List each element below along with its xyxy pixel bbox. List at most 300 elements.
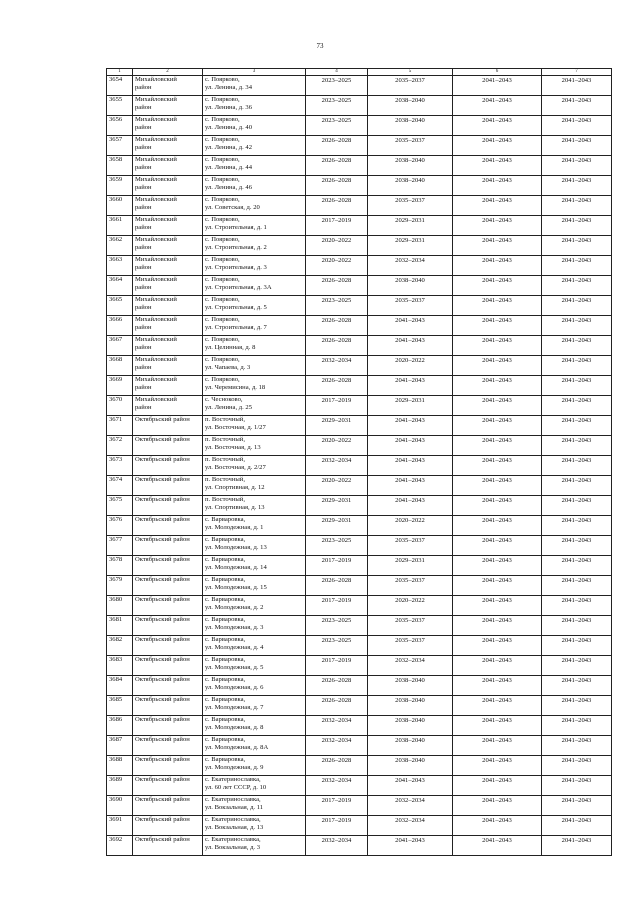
- district-cell: [133, 276, 203, 296]
- district-cell: [133, 736, 203, 756]
- address-line-1: с. Варваровка,: [205, 636, 246, 643]
- table-row: [107, 636, 612, 656]
- address-cell: [203, 276, 306, 296]
- period-col-4: [306, 516, 368, 536]
- address-line-1: с. Поярково,: [205, 216, 240, 223]
- period-value: 2041–2043: [561, 637, 592, 644]
- record-number: 3668: [107, 356, 133, 376]
- period-col-5: [368, 556, 453, 576]
- period-value: 2017–2019: [321, 797, 352, 804]
- period-col-4: [306, 176, 368, 196]
- period-value: 2035–2037: [395, 137, 425, 144]
- period-value: 2026–2028: [321, 337, 352, 344]
- period-col-7: [542, 616, 612, 636]
- address-cell: [203, 456, 306, 476]
- record-number: 3691: [107, 816, 133, 836]
- district-line-1: Михайловский: [135, 136, 177, 143]
- record-number: 3688: [107, 756, 133, 776]
- period-col-6: [453, 136, 542, 156]
- address-cell: [203, 516, 306, 536]
- period-col-7: [542, 156, 612, 176]
- period-value: 2038–2040: [395, 737, 425, 744]
- address-line-2: ул. Молодежная, д. 13: [205, 544, 267, 552]
- record-number: 3682: [107, 636, 133, 656]
- district-line-1: Октябрьский район: [135, 636, 190, 643]
- record-number: 3672: [107, 436, 133, 456]
- period-col-5: [368, 236, 453, 256]
- period-col-7: [542, 556, 612, 576]
- address-line-2: ул. Молодежная, д. 14: [205, 564, 267, 572]
- table-row: [107, 316, 612, 336]
- period-col-4: [306, 136, 368, 156]
- period-value: 2041–2043: [482, 157, 512, 164]
- period-col-7: [542, 76, 612, 96]
- address-cell: [203, 656, 306, 676]
- address-line-1: с. Поярково,: [205, 256, 240, 263]
- district-line-1: Михайловский: [135, 236, 177, 243]
- period-col-7: [542, 276, 612, 296]
- district-cell: [133, 236, 203, 256]
- period-value: 2041–2043: [482, 317, 512, 324]
- address-cell: [203, 316, 306, 336]
- period-col-7: [542, 776, 612, 796]
- period-value: 2041–2043: [561, 237, 592, 244]
- address-line-2: ул. Восточная, д. 2/27: [205, 464, 266, 472]
- record-number: 3657: [107, 136, 133, 156]
- table-row: [107, 296, 612, 316]
- address-line-2: ул. Молодежная, д. 7: [205, 704, 264, 712]
- period-value: 2041–2043: [561, 457, 592, 464]
- period-col-5: [368, 116, 453, 136]
- record-number: 3663: [107, 256, 133, 276]
- table-row: [107, 816, 612, 836]
- period-value: 2026–2028: [321, 697, 352, 704]
- period-col-7: [542, 696, 612, 716]
- address-line-1: с. Поярково,: [205, 336, 240, 343]
- address-cell: [203, 676, 306, 696]
- period-value: 2035–2037: [395, 577, 425, 584]
- address-line-1: п. Восточный,: [205, 496, 245, 503]
- address-line-1: с. Варваровка,: [205, 756, 246, 763]
- district-cell: [133, 816, 203, 836]
- column-header-row: [107, 69, 612, 76]
- period-value: 2041–2043: [561, 297, 592, 304]
- address-line-2: ул. Молодежная, д. 9: [205, 764, 264, 772]
- period-value: 2026–2028: [321, 677, 352, 684]
- address-cell: [203, 556, 306, 576]
- period-value: 2041–2043: [561, 817, 592, 824]
- period-col-7: [542, 796, 612, 816]
- district-line-2: район: [135, 204, 152, 212]
- period-col-7: [542, 656, 612, 676]
- period-col-7: [542, 196, 612, 216]
- district-cell: [133, 116, 203, 136]
- address-cell: [203, 536, 306, 556]
- period-value: 2041–2043: [482, 817, 512, 824]
- period-value: 2041–2043: [482, 337, 512, 344]
- period-col-4: [306, 736, 368, 756]
- address-line-1: с. Поярково,: [205, 136, 240, 143]
- address-line-2: ул. Строительная, д. 1: [205, 224, 267, 232]
- address-line-2: ул. Вокзальная, д. 13: [205, 824, 264, 832]
- period-col-6: [453, 556, 542, 576]
- address-cell: [203, 756, 306, 776]
- period-col-7: [542, 336, 612, 356]
- column-header: 4: [306, 69, 368, 76]
- period-col-7: [542, 476, 612, 496]
- district-line-2: район: [135, 284, 152, 292]
- district-line-1: Октябрьский район: [135, 616, 190, 623]
- period-value: 2038–2040: [395, 97, 425, 104]
- address-line-2: ул. Спортивная, д. 12: [205, 484, 265, 492]
- address-cell: [203, 296, 306, 316]
- period-col-4: [306, 596, 368, 616]
- period-value: 2026–2028: [321, 137, 352, 144]
- period-col-4: [306, 196, 368, 216]
- period-col-7: [542, 636, 612, 656]
- district-line-1: Михайловский: [135, 336, 177, 343]
- period-value: 2041–2043: [482, 77, 512, 84]
- address-line-2: ул. Ленина, д. 25: [205, 404, 253, 412]
- district-line-1: Октябрьский район: [135, 796, 190, 803]
- record-number: 3675: [107, 496, 133, 516]
- district-cell: [133, 696, 203, 716]
- period-col-7: [542, 256, 612, 276]
- period-value: 2029–2031: [321, 517, 352, 524]
- record-number: 3689: [107, 776, 133, 796]
- period-value: 2041–2043: [482, 277, 512, 284]
- period-value: 2041–2043: [482, 137, 512, 144]
- period-col-5: [368, 636, 453, 656]
- period-col-4: [306, 76, 368, 96]
- period-value: 2041–2043: [561, 717, 592, 724]
- period-value: 2020–2022: [395, 357, 425, 364]
- district-line-1: Михайловский: [135, 396, 177, 403]
- table-body: [107, 69, 612, 856]
- record-number: 3664: [107, 276, 133, 296]
- period-value: 2041–2043: [561, 357, 592, 364]
- address-line-1: с. Поярково,: [205, 376, 240, 383]
- period-col-6: [453, 796, 542, 816]
- period-value: 2041–2043: [561, 217, 592, 224]
- table-row: [107, 756, 612, 776]
- period-col-6: [453, 256, 542, 276]
- district-cell: [133, 476, 203, 496]
- table-row: [107, 836, 612, 856]
- address-line-2: ул. Молодежная, д. 5: [205, 664, 264, 672]
- period-col-6: [453, 176, 542, 196]
- period-col-6: [453, 696, 542, 716]
- period-value: 2041–2043: [561, 677, 592, 684]
- address-line-2: ул. 60 лет СССР, д. 10: [205, 784, 267, 792]
- period-value: 2041–2043: [482, 757, 512, 764]
- record-number: 3665: [107, 296, 133, 316]
- record-number: 3669: [107, 376, 133, 396]
- address-line-1: с. Варваровка,: [205, 736, 246, 743]
- period-col-7: [542, 176, 612, 196]
- address-line-2: ул. Ленина, д. 34: [205, 84, 253, 92]
- period-col-7: [542, 96, 612, 116]
- district-line-1: Октябрьский район: [135, 476, 190, 483]
- address-line-1: п. Восточный,: [205, 476, 245, 483]
- period-col-4: [306, 416, 368, 436]
- period-value: 2026–2028: [321, 197, 352, 204]
- address-line-1: с. Варваровка,: [205, 516, 246, 523]
- table-row: [107, 136, 612, 156]
- period-value: 2041–2043: [561, 177, 592, 184]
- address-line-2: ул. Строительная, д. 2: [205, 244, 267, 252]
- district-cell: [133, 636, 203, 656]
- period-col-4: [306, 236, 368, 256]
- period-value: 2020–2022: [395, 517, 425, 524]
- period-value: 2041–2043: [561, 197, 592, 204]
- period-value: 2041–2043: [482, 117, 512, 124]
- district-line-2: район: [135, 84, 152, 92]
- address-line-1: п. Восточный,: [205, 436, 245, 443]
- district-cell: [133, 796, 203, 816]
- period-col-7: [542, 396, 612, 416]
- period-value: 2041–2043: [482, 797, 512, 804]
- district-line-1: Октябрьский район: [135, 436, 190, 443]
- period-value: 2041–2043: [561, 97, 592, 104]
- period-value: 2023–2025: [321, 117, 352, 124]
- address-line-2: ул. Строительная, д. 5: [205, 304, 267, 312]
- district-line-1: Михайловский: [135, 156, 177, 163]
- period-value: 2041–2043: [561, 757, 592, 764]
- period-value: 2026–2028: [321, 577, 352, 584]
- period-col-5: [368, 476, 453, 496]
- district-cell: [133, 256, 203, 276]
- district-line-2: район: [135, 124, 152, 132]
- period-col-5: [368, 496, 453, 516]
- period-value: 2038–2040: [395, 677, 425, 684]
- period-value: 2041–2043: [561, 277, 592, 284]
- address-line-1: с. Варваровка,: [205, 596, 246, 603]
- address-line-1: с. Поярково,: [205, 196, 240, 203]
- period-col-7: [542, 576, 612, 596]
- period-col-6: [453, 336, 542, 356]
- period-value: 2041–2043: [482, 777, 512, 784]
- table-row: [107, 496, 612, 516]
- period-col-6: [453, 816, 542, 836]
- address-cell: [203, 236, 306, 256]
- period-value: 2032–2034: [321, 357, 352, 364]
- period-col-4: [306, 656, 368, 676]
- district-line-2: район: [135, 244, 152, 252]
- period-value: 2032–2034: [395, 257, 425, 264]
- record-number: 3679: [107, 576, 133, 596]
- period-col-4: [306, 636, 368, 656]
- period-value: 2038–2040: [395, 177, 425, 184]
- address-line-1: с. Варваровка,: [205, 536, 246, 543]
- period-col-7: [542, 236, 612, 256]
- record-number: 3677: [107, 536, 133, 556]
- period-value: 2041–2043: [561, 77, 592, 84]
- period-value: 2041–2043: [395, 417, 425, 424]
- district-cell: [133, 376, 203, 396]
- period-value: 2041–2043: [561, 697, 592, 704]
- period-col-4: [306, 816, 368, 836]
- district-line-1: Михайловский: [135, 376, 177, 383]
- period-value: 2038–2040: [395, 757, 425, 764]
- period-value: 2041–2043: [482, 737, 512, 744]
- period-value: 2041–2043: [395, 837, 425, 844]
- period-value: 2041–2043: [482, 397, 512, 404]
- address-line-1: с. Поярково,: [205, 76, 240, 83]
- district-line-1: Михайловский: [135, 316, 177, 323]
- table-row: [107, 336, 612, 356]
- period-value: 2026–2028: [321, 177, 352, 184]
- period-col-6: [453, 616, 542, 636]
- period-value: 2041–2043: [482, 557, 512, 564]
- period-col-5: [368, 816, 453, 836]
- district-line-1: Михайловский: [135, 96, 177, 103]
- period-value: 2035–2037: [395, 637, 425, 644]
- address-line-2: ул. Советская, д. 20: [205, 204, 260, 212]
- district-cell: [133, 156, 203, 176]
- period-col-7: [542, 836, 612, 856]
- table-row: [107, 596, 612, 616]
- period-col-5: [368, 196, 453, 216]
- address-line-1: с. Варваровка,: [205, 576, 246, 583]
- period-col-7: [542, 296, 612, 316]
- period-col-4: [306, 756, 368, 776]
- district-cell: [133, 836, 203, 856]
- period-value: 2041–2043: [482, 617, 512, 624]
- period-value: 2038–2040: [395, 157, 425, 164]
- district-line-2: район: [135, 404, 152, 412]
- period-value: 2026–2028: [321, 317, 352, 324]
- period-col-6: [453, 216, 542, 236]
- period-col-5: [368, 176, 453, 196]
- period-col-7: [542, 316, 612, 336]
- column-header: 3: [203, 69, 306, 76]
- period-value: 2035–2037: [395, 537, 425, 544]
- table-row: [107, 716, 612, 736]
- district-line-1: Михайловский: [135, 116, 177, 123]
- district-line-2: район: [135, 344, 152, 352]
- record-number: 3670: [107, 396, 133, 416]
- record-number: 3687: [107, 736, 133, 756]
- period-col-6: [453, 636, 542, 656]
- period-value: 2041–2043: [561, 557, 592, 564]
- district-cell: [133, 316, 203, 336]
- record-number: 3678: [107, 556, 133, 576]
- page-number: 73: [316, 42, 324, 50]
- address-line-2: ул. Молодежная, д. 15: [205, 584, 267, 592]
- table-row: [107, 156, 612, 176]
- period-col-4: [306, 96, 368, 116]
- table-row: [107, 76, 612, 96]
- address-line-1: с. Варваровка,: [205, 656, 246, 663]
- period-value: 2029–2031: [395, 237, 425, 244]
- table-row: [107, 776, 612, 796]
- period-col-6: [453, 536, 542, 556]
- period-value: 2041–2043: [482, 457, 512, 464]
- address-cell: [203, 76, 306, 96]
- district-cell: [133, 596, 203, 616]
- address-line-1: с. Екатеринославка,: [205, 816, 261, 823]
- period-col-6: [453, 156, 542, 176]
- period-value: 2041–2043: [395, 437, 425, 444]
- address-line-1: с. Поярково,: [205, 116, 240, 123]
- period-col-5: [368, 796, 453, 816]
- record-number: 3674: [107, 476, 133, 496]
- period-value: 2023–2025: [321, 297, 352, 304]
- record-number: 3673: [107, 456, 133, 476]
- address-line-1: с. Варваровка,: [205, 676, 246, 683]
- period-value: 2041–2043: [561, 577, 592, 584]
- period-value: 2041–2043: [482, 477, 512, 484]
- period-col-7: [542, 536, 612, 556]
- period-value: 2041–2043: [482, 197, 512, 204]
- period-value: 2029–2031: [395, 397, 425, 404]
- address-cell: [203, 176, 306, 196]
- record-number: 3655: [107, 96, 133, 116]
- period-col-4: [306, 576, 368, 596]
- table-row: [107, 456, 612, 476]
- period-col-4: [306, 496, 368, 516]
- period-value: 2041–2043: [482, 297, 512, 304]
- period-value: 2041–2043: [482, 637, 512, 644]
- district-line-1: Октябрьский район: [135, 536, 190, 543]
- district-cell: [133, 456, 203, 476]
- period-col-5: [368, 276, 453, 296]
- period-col-6: [453, 416, 542, 436]
- district-line-1: Октябрьский район: [135, 776, 190, 783]
- period-col-5: [368, 396, 453, 416]
- period-value: 2041–2043: [482, 377, 512, 384]
- district-line-1: Октябрьский район: [135, 596, 190, 603]
- district-line-1: Октябрьский район: [135, 716, 190, 723]
- address-line-2: ул. Строительная, д. 3А: [205, 284, 272, 292]
- period-col-4: [306, 296, 368, 316]
- district-cell: [133, 76, 203, 96]
- address-line-1: с. Поярково,: [205, 356, 240, 363]
- period-value: 2041–2043: [561, 157, 592, 164]
- table-row: [107, 796, 612, 816]
- table-row: [107, 476, 612, 496]
- period-col-6: [453, 576, 542, 596]
- address-cell: [203, 156, 306, 176]
- period-value: 2041–2043: [561, 477, 592, 484]
- period-col-4: [306, 676, 368, 696]
- district-line-2: район: [135, 164, 152, 172]
- column-header: 2: [133, 69, 203, 76]
- record-number: 3692: [107, 836, 133, 856]
- district-line-1: Октябрьский район: [135, 696, 190, 703]
- period-value: 2020–2022: [321, 257, 352, 264]
- table-row: [107, 236, 612, 256]
- period-value: 2029–2031: [395, 217, 425, 224]
- period-col-6: [453, 236, 542, 256]
- period-col-5: [368, 676, 453, 696]
- period-value: 2023–2025: [321, 537, 352, 544]
- period-value: 2041–2043: [482, 237, 512, 244]
- period-value: 2041–2043: [395, 317, 425, 324]
- period-value: 2041–2043: [561, 537, 592, 544]
- period-col-5: [368, 736, 453, 756]
- period-col-7: [542, 356, 612, 376]
- address-cell: [203, 116, 306, 136]
- table-row: [107, 256, 612, 276]
- period-col-5: [368, 416, 453, 436]
- table-row: [107, 376, 612, 396]
- address-cell: [203, 636, 306, 656]
- period-value: 2029–2031: [395, 557, 425, 564]
- district-line-1: Октябрьский район: [135, 836, 190, 843]
- address-cell: [203, 816, 306, 836]
